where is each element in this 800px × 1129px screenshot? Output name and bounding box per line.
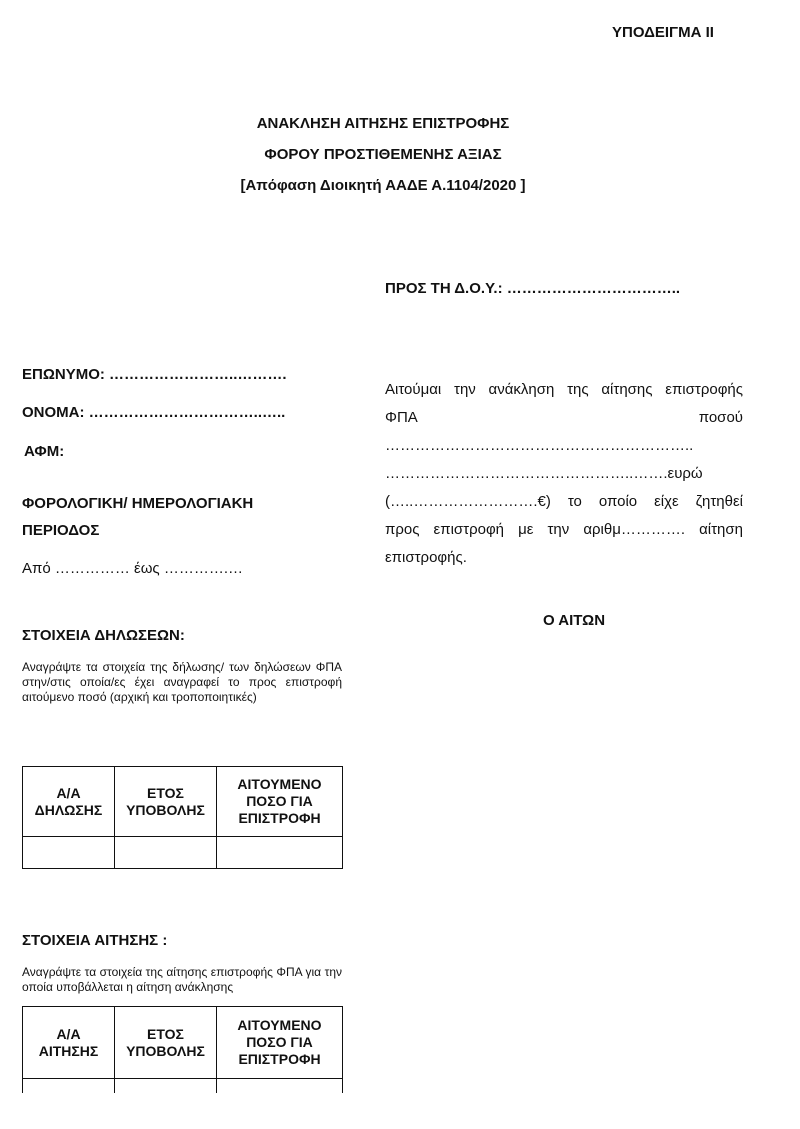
- declarations-instructions: Αναγράψτε τα στοιχεία της δήλωσης/ των δηλώσεων ΦΠΑ στην/στις οποία/ες έχει αναγραφεί το προς επιστροφή αιτούμενο ποσό (αρχική και τροποποιητικές): [22, 660, 342, 704]
- application-amount-header-line-2: ΠΟΣΟ ΓΙΑ: [246, 1034, 313, 1050]
- form-code: ΥΠΟΔΕΙΓΜΑ ΙΙ: [612, 24, 714, 41]
- period-heading-line-2: ΠΕΡΙΟΔΟΣ: [22, 522, 100, 539]
- table-row: [23, 837, 343, 869]
- applicant-signature-label: Ο ΑΙΤΩΝ: [543, 612, 606, 629]
- application-section-title: ΣΤΟΙΧΕΙΑ ΑΙΤΗΣΗΣ :: [22, 932, 168, 949]
- application-number-header: [23, 1007, 115, 1079]
- application-table: [22, 1006, 343, 1093]
- decision-reference: [Απόφαση Διοικητή ΑΑΔΕ Α.1104/2020 ]: [240, 177, 526, 194]
- application-number-header-line-1: Α/Α: [56, 1025, 81, 1042]
- request-line-3: ……………………………………………………..: [385, 437, 694, 454]
- requested-amount-header-line-1: ΑΙΤΟΥΜΕΝΟ: [237, 776, 322, 792]
- document-title-line-1: ΑΝΑΚΛΗΣΗ ΑΙΤΗΣΗΣ ΕΠΙΣΤΡΟΦΗΣ: [256, 115, 510, 132]
- name-field: ΟΝΟΜΑ: ……………………………..…..: [22, 404, 286, 421]
- revocation-request-text: [385, 376, 743, 572]
- declarations-table: [22, 766, 343, 869]
- declaration-number-header-line-1: Α/Α: [56, 784, 81, 801]
- table-row: [23, 1079, 343, 1093]
- application-number-header-line-2: ΑΙΤΗΣΗΣ: [38, 1042, 99, 1059]
- request-line-5: (…..…………………….€) το οποίο είχε ζητηθεί: [385, 493, 743, 510]
- submission-year-header: [115, 767, 217, 837]
- application-year-header-line-2: ΥΠΟΒΟΛΗΣ: [126, 1042, 205, 1059]
- afm-field: ΑΦΜ:: [24, 443, 65, 460]
- request-line-1: Αιτούμαι την ανάκληση της αίτησης επιστροφής: [385, 381, 743, 398]
- application-year-cell[interactable]: [115, 1079, 217, 1093]
- request-line-4: …………………………………………..…….ευρώ: [385, 465, 703, 482]
- application-year-header: [115, 1007, 217, 1079]
- requested-amount-cell[interactable]: [217, 837, 343, 869]
- application-year-header-line-1: ΕΤΟΣ: [147, 1025, 184, 1042]
- application-table-header: [23, 1007, 343, 1079]
- requested-amount-header-line-3: ΕΠΙΣΤΡΟΦΗ: [238, 810, 321, 826]
- declaration-number-header-line-2: ΔΗΛΩΣΗΣ: [34, 801, 103, 818]
- application-number-cell[interactable]: [23, 1079, 115, 1093]
- tax-office-recipient: ΠΡΟΣ ΤΗ Δ.Ο.Υ.: ……………………………..: [385, 280, 681, 297]
- period-heading: [22, 490, 253, 544]
- application-amount-header-line-1: ΑΙΤΟΥΜΕΝΟ: [237, 1017, 322, 1033]
- declaration-number-cell[interactable]: [23, 837, 115, 869]
- application-amount-header: [217, 1007, 343, 1079]
- application-amount-cell[interactable]: [217, 1079, 343, 1093]
- declarations-section-title: ΣΤΟΙΧΕΙΑ ΔΗΛΩΣΕΩΝ:: [22, 627, 185, 644]
- requested-amount-header-line-2: ΠΟΣΟ ΓΙΑ: [246, 793, 313, 809]
- period-heading-line-1: ΦΟΡΟΛΟΓΙΚΗ/ ΗΜΕΡΟΛΟΓΙΑΚΗ: [22, 495, 254, 512]
- application-instructions: Αναγράψτε τα στοιχεία της αίτησης επιστροφής ΦΠΑ για την οποία υποβάλλεται η αίτηση ανάκλησης: [22, 965, 342, 994]
- submission-year-header-line-2: ΥΠΟΒΟΛΗΣ: [126, 801, 205, 818]
- request-line-7: επιστροφής.: [385, 549, 467, 566]
- request-line-6: προς επιστροφή με την αριθμ…………. αίτηση: [385, 521, 743, 538]
- period-range: Από …………… έως ………….…: [22, 560, 243, 577]
- request-line-2: ΦΠΑ ποσού: [385, 409, 743, 426]
- surname-field: ΕΠΩΝΥΜΟ: ……………………..……….: [22, 366, 287, 383]
- requested-amount-header: [217, 767, 343, 837]
- declaration-number-header: [23, 767, 115, 837]
- declarations-table-header: [23, 767, 343, 837]
- submission-year-header-line-1: ΕΤΟΣ: [147, 784, 184, 801]
- application-amount-header-line-3: ΕΠΙΣΤΡΟΦΗ: [238, 1051, 321, 1067]
- submission-year-cell[interactable]: [115, 837, 217, 869]
- document-title-line-2: ΦΟΡΟΥ ΠΡΟΣΤΙΘΕΜΕΝΗΣ ΑΞΙΑΣ: [264, 146, 502, 163]
